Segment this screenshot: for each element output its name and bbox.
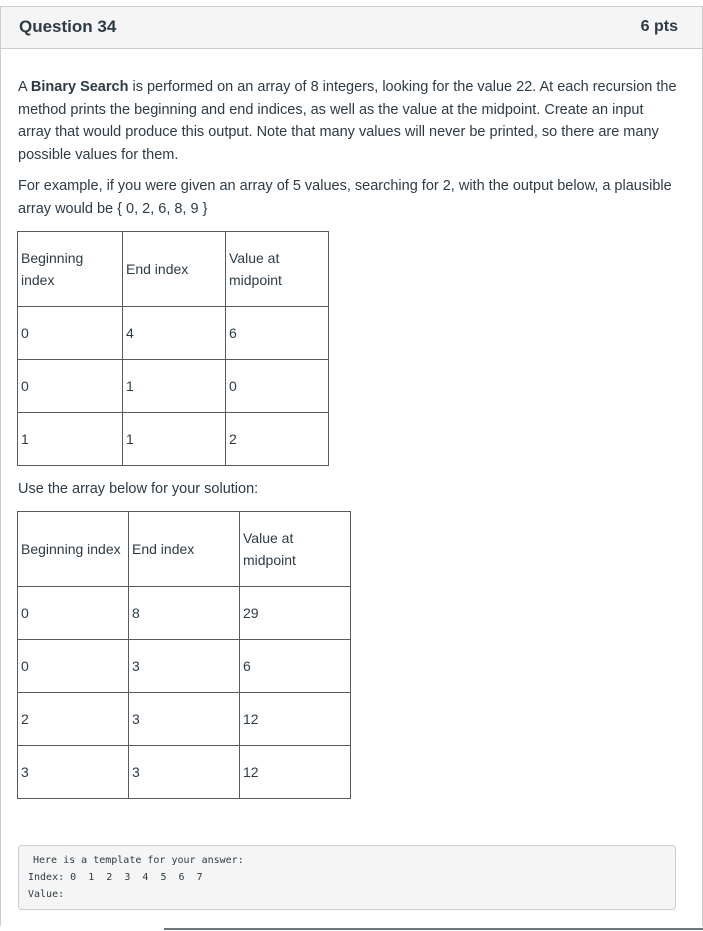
header-value-at-midpoint: Value at midpoint <box>226 232 329 307</box>
cell-beginning-index: 0 <box>18 587 129 640</box>
binary-search-term: Binary Search <box>30 79 129 95</box>
table-row <box>18 413 329 466</box>
header-beginning-index: Beginning index <box>18 232 123 307</box>
cell-value-at-midpoint: 2 <box>226 413 329 466</box>
header-beginning-index: Beginning index <box>18 512 129 587</box>
template-intro-line: Here is a template for your answer: <box>33 855 244 866</box>
cell-beginning-index: 1 <box>18 413 123 466</box>
cell-end-index: 4 <box>123 307 226 360</box>
example-table <box>17 231 329 466</box>
intro-text-after: is performed on an array of 8 integers, looking for the value 22. At each recursion the method prints the beginning and end indices, as well as the value at the midpoint. Create an input array that would produce this output. Note that many values will never be printed, so there are many possible values for them. <box>18 79 677 163</box>
cell-value-at-midpoint: 6 <box>226 307 329 360</box>
cell-beginning-index: 0 <box>18 307 123 360</box>
table-header-row <box>18 232 329 307</box>
table-row <box>18 307 329 360</box>
solution-prompt: Use the array below for your solution: <box>18 481 259 497</box>
cell-end-index: 3 <box>129 640 240 693</box>
table-row <box>18 587 351 640</box>
cell-value-at-midpoint: 6 <box>240 640 351 693</box>
template-value-line: Value: <box>28 889 65 900</box>
question-title: Question 34 <box>19 17 117 36</box>
table-row <box>18 746 351 799</box>
header-value-at-midpoint: Value at midpoint <box>240 512 351 587</box>
cell-value-at-midpoint: 12 <box>240 693 351 746</box>
cell-beginning-index: 0 <box>18 360 123 413</box>
table-row <box>18 693 351 746</box>
cell-value-at-midpoint: 12 <box>240 746 351 799</box>
header-end-index: End index <box>123 232 226 307</box>
cell-end-index: 3 <box>129 746 240 799</box>
cell-value-at-midpoint: 0 <box>226 360 329 413</box>
answer-template-box <box>18 845 676 910</box>
table-row <box>18 360 329 413</box>
example-description: For example, if you were given an array of 5 values, searching for 2, with the output below, a plausible array would be { 0, 2, 6, 8, 9 } <box>18 178 672 217</box>
cell-end-index: 1 <box>123 360 226 413</box>
intro-text-before: A <box>18 79 31 95</box>
header-end-index: End index <box>129 512 240 587</box>
solution-table <box>17 511 351 799</box>
cell-beginning-index: 2 <box>18 693 129 746</box>
cell-value-at-midpoint: 29 <box>240 587 351 640</box>
template-index-line: Index: 0 1 2 3 4 5 6 7 <box>28 872 203 883</box>
bottom-divider <box>164 928 703 930</box>
cell-end-index: 8 <box>129 587 240 640</box>
cell-end-index: 1 <box>123 413 226 466</box>
cell-beginning-index: 3 <box>18 746 129 799</box>
table-row <box>18 640 351 693</box>
question-points: 6 pts <box>640 18 678 35</box>
cell-beginning-index: 0 <box>18 640 129 693</box>
table-header-row <box>18 512 351 587</box>
cell-end-index: 3 <box>129 693 240 746</box>
question-header <box>1 7 702 49</box>
question-description <box>18 76 678 166</box>
